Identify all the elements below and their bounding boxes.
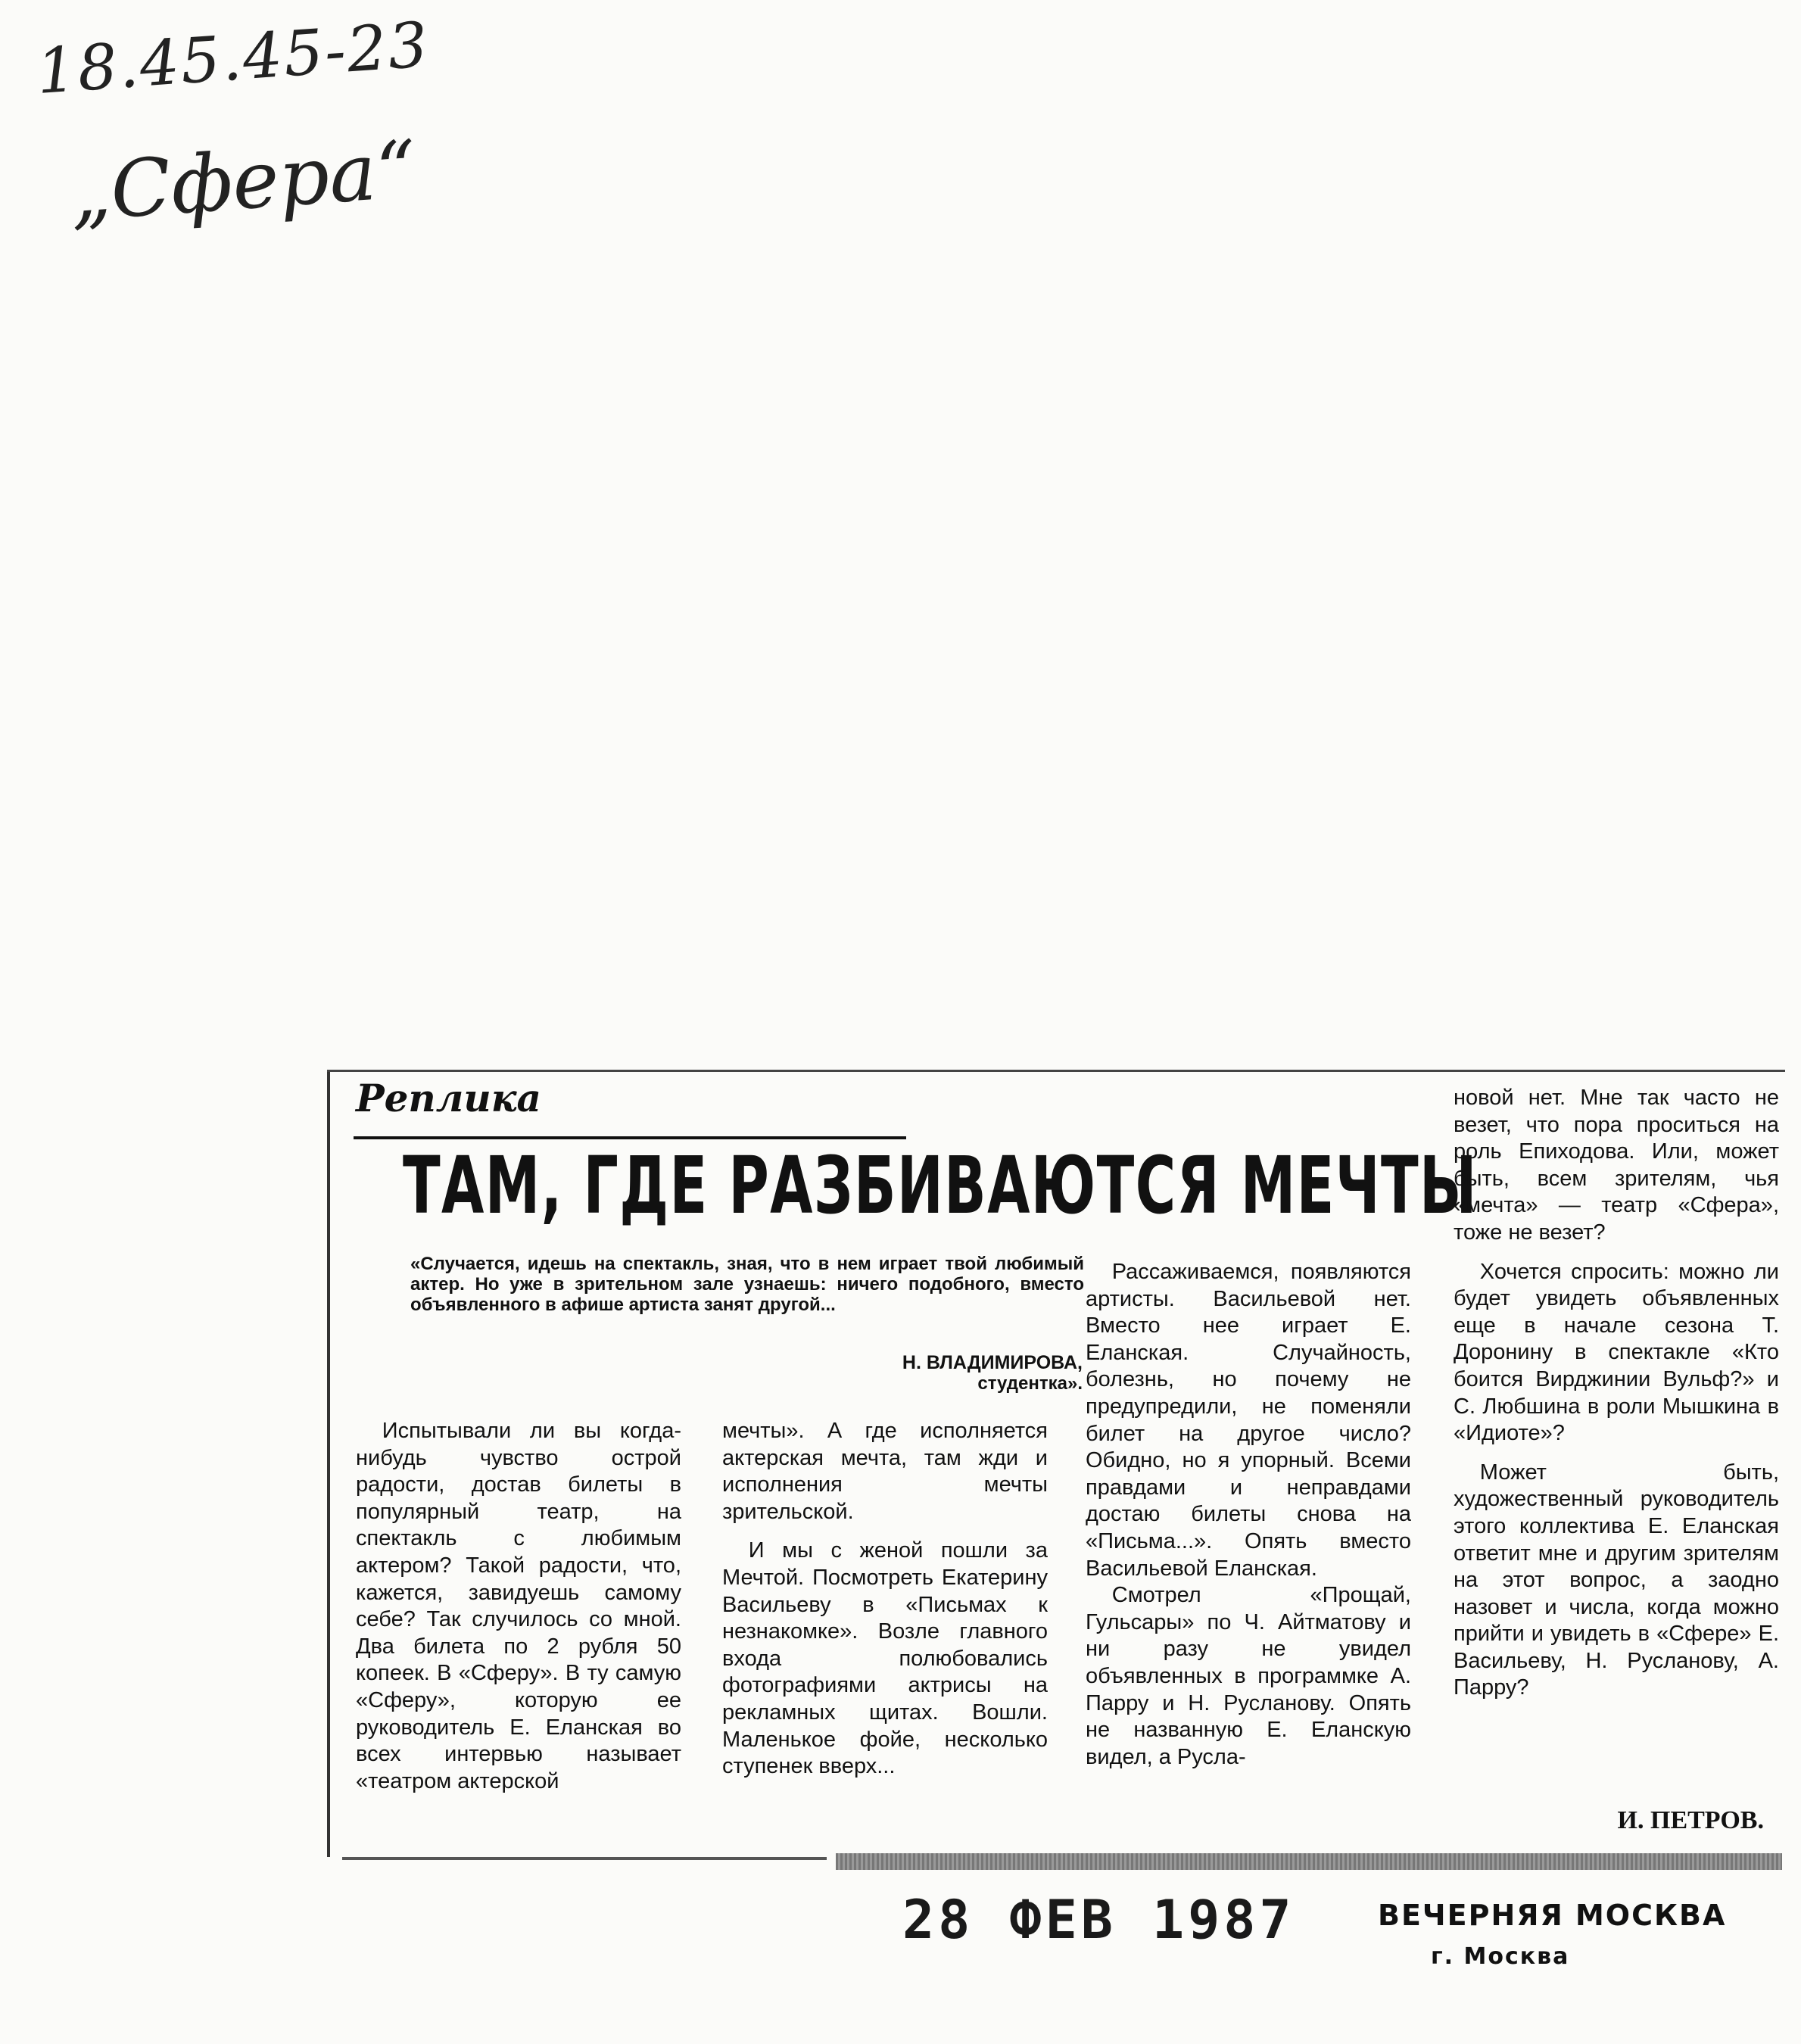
clipping-top-rule-right bbox=[1459, 1070, 1785, 1072]
clipping-bottom-band bbox=[836, 1853, 1782, 1870]
newspaper-name-stamp: ВЕЧЕРНЯЯ МОСКВА bbox=[1378, 1899, 1727, 1932]
newspaper-clipping bbox=[327, 1070, 1785, 1855]
paragraph: мечты». А где исполняется актерская мечта, там жди и исполнения мечты зрительской. bbox=[722, 1419, 1048, 1524]
clipping-top-rule bbox=[327, 1070, 1459, 1072]
handwritten-theatre-name: „Сфера“ bbox=[67, 123, 419, 239]
newspaper-city-stamp: г. Москва bbox=[1431, 1943, 1570, 1970]
epigraph-quote: «Случается, идешь на спектакль, зная, что в нем играет твой любимый актер. Но уже в зрительном зале узнаешь: ничего подобного, вместо объявленного в афише артиста занят другой... bbox=[410, 1254, 1084, 1315]
article-column-1 bbox=[356, 1418, 681, 1795]
article-column-2 bbox=[722, 1418, 1048, 1781]
epigraph-author-role: студентка». bbox=[977, 1373, 1083, 1394]
article-column-3 bbox=[1086, 1259, 1411, 1771]
article-column-4 bbox=[1454, 1085, 1779, 1702]
epigraph-author: Н. ВЛАДИМИРОВА, bbox=[902, 1352, 1083, 1373]
article-headline: ТАМ, ГДЕ РАЗБИВАЮТСЯ МЕЧТЫ bbox=[403, 1139, 1478, 1232]
paragraph: Рассаживаемся, появляются артисты. Васильевой нет. Вместо нее играет Е. Еланская. Случайность, болезнь, но почему не предупредили, не поменяли билет на другое число? Обидно, но я упорный. Всеми правдами и неправдами достаю билеты снова на «Письма...». Опять вместо Васильевой Еланская. bbox=[1086, 1260, 1411, 1581]
paragraph: Смотрел «Прощай, Гульсары» по Ч. Айтматову и ни разу не увидел объявленных в программке А. Парру и Н. Русланову. Опять не названную Е. Еланскую видел, а Русла- bbox=[1086, 1583, 1411, 1769]
article-signature: И. ПЕТРОВ. bbox=[1617, 1806, 1764, 1834]
handwritten-archive-code: 18.45.45-23 bbox=[34, 9, 432, 108]
date-stamp: 28 ФЕВ 1987 bbox=[902, 1889, 1295, 1951]
clipping-bottom-rule bbox=[342, 1857, 827, 1860]
paragraph: И мы с женой пошли за Мечтой. Посмотреть Екатерину Васильеву в «Письмах к незнакомке». Возле главного входа полюбовались фотографиями актрисы на рекламных щитах. Вошли. Маленькое фойе, несколько ступенек вверх... bbox=[722, 1538, 1048, 1779]
paragraph: Испытывали ли вы когда-нибудь чувство острой радости, достав билеты в популярный театр, на спектакль с любимым актером? Такой радости, что, кажется, завидуешь самому себе? Так случилось со мной. Два билета по 2 рубля 50 копеек. В «Сферу». В ту самую «Сферу», которую ее руководитель Е. Еланская во всех интервью называет «театром актерской bbox=[356, 1419, 681, 1793]
clipping-left-rule bbox=[327, 1070, 330, 1857]
paragraph: Может быть, художественный руководитель этого коллектива Е. Еланская ответит мне и другим зрителям на этот вопрос, а заодно назовет и числа, когда можно прийти и увидеть в «Сфере» Е. Васильеву, Н. Русланову, А. Парру? bbox=[1454, 1460, 1779, 1700]
paragraph: новой нет. Мне так часто не везет, что пора проситься на роль Епиходова. Или, может быть, всем зрителям, чья «мечта» — театр «Сфера», тоже не везет? bbox=[1454, 1086, 1779, 1245]
paragraph: Хочется спросить: можно ли будет увидеть объявленных еще в начале сезона Т. Доронину в спектакле «Кто боится Вирджинии Вульф?» и С. Любшина в роли Мышкина в «Идиоте»? bbox=[1454, 1259, 1779, 1446]
rubric-label: Реплика bbox=[356, 1076, 541, 1120]
